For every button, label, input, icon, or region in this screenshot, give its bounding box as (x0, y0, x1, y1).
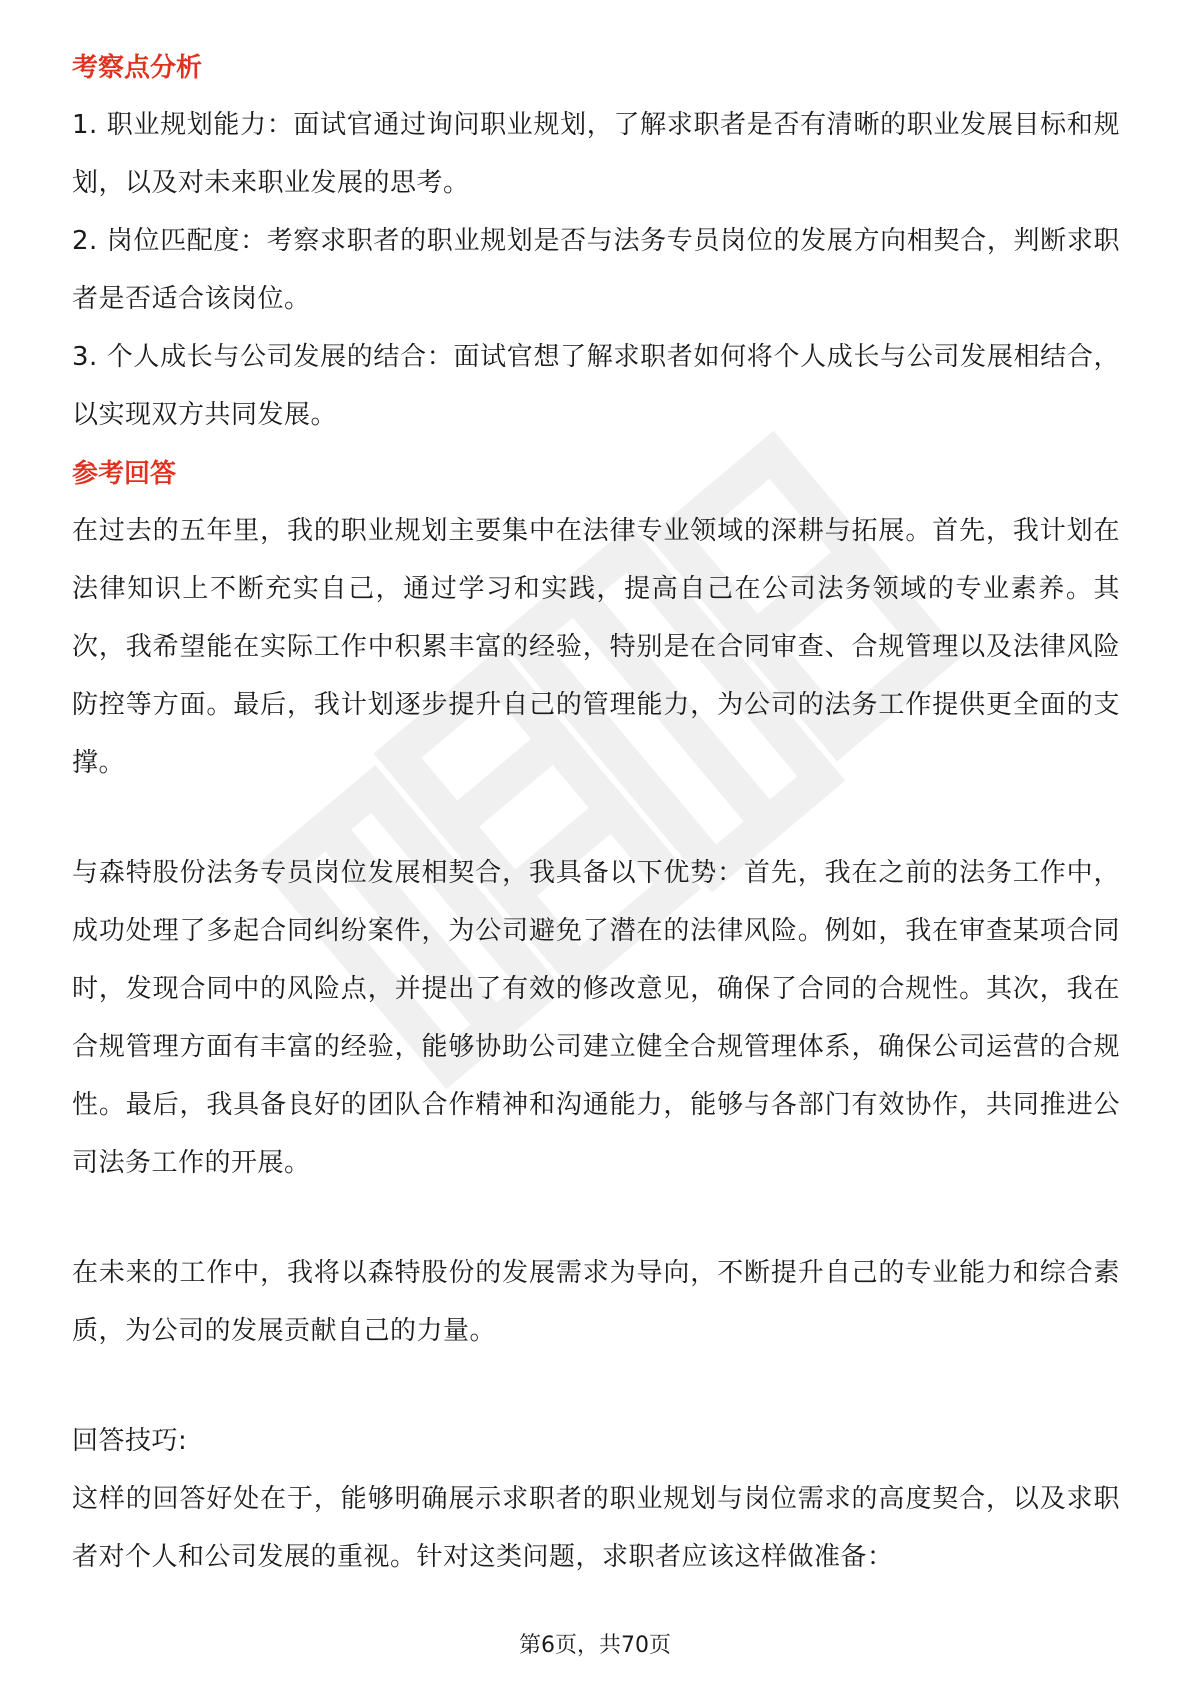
analysis-item-1: 1. 职业规划能力：面试官通过询问职业规划，了解求职者是否有清晰的职业发展目标和规划，以及对未来职业发展的思考。 (72, 110, 1120, 198)
answer-paragraph-3: 在未来的工作中，我将以森特股份的发展需求为导向，不断提升自己的专业能力和综合素质，为公司的发展贡献自己的力量。 (72, 1258, 1120, 1346)
tips-heading: 回答技巧: (72, 1426, 188, 1456)
analysis-item-2: 2. 岗位匹配度：考察求职者的职业规划是否与法务专员岗位的发展方向相契合，判断求职者是否适合该岗位。 (72, 226, 1120, 314)
section-heading-reference-answer: 参考回答 (72, 459, 177, 489)
analysis-item-3: 3. 个人成长与公司发展的结合：面试官想了解求职者如何将个人成长与公司发展相结合，以实现双方共同发展。 (72, 342, 1120, 430)
section-heading-analysis: 考察点分析 (72, 53, 203, 83)
tips-paragraph: 这样的回答好处在于，能够明确展示求职者的职业规划与岗位需求的高度契合，以及求职者对个人和公司发展的重视。针对这类问题，求职者应该这样做准备： (72, 1484, 1120, 1572)
answer-paragraph-1: 在过去的五年里，我的职业规划主要集中在法律专业领域的深耕与拓展。首先，我计划在法律知识上不断充实自己，通过学习和实践，提高自己在公司法务领域的专业素养。其次，我希望能在实际工作中积累丰富的经验，特别是在合同审查、合规管理以及法律风险防控等方面。最后，我计划逐步提升自己的管理能力，为公司的法务工作提供更全面的支撑。 (72, 516, 1120, 778)
answer-paragraph-2: 与森特股份法务专员岗位发展相契合，我具备以下优势：首先，我在之前的法务工作中，成功处理了多起合同纠纷案件，为公司避免了潜在的法律风险。例如，我在审查某项合同时，发现合同中的风险点，并提出了有效的修改意见，确保了合同的合规性。其次，我在合规管理方面有丰富的经验，能够协助公司建立健全合规管理体系，确保公司运营的合规性。最后，我具备良好的团队合作精神和沟通能力，能够与各部门有效协作，共同推进公司法务工作的开展。 (72, 858, 1120, 1178)
page-number: 第6页，共70页 (519, 1633, 671, 1658)
content-area (72, 44, 1120, 1586)
